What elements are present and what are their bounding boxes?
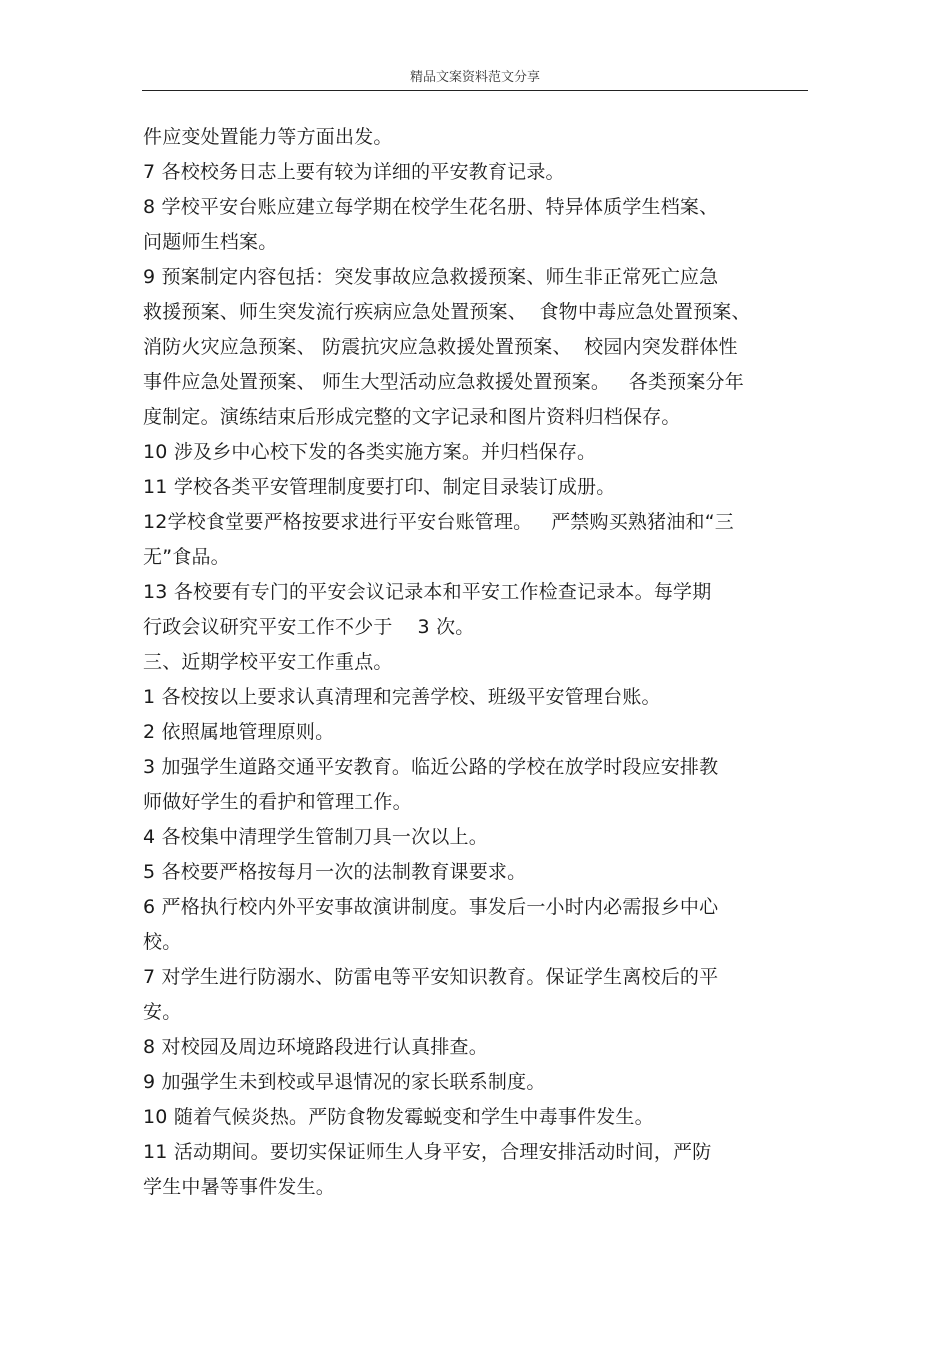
text-line: 4 各校集中清理学生管制刀具一次以上。 [143, 826, 488, 848]
text-line: 2 依照属地管理原则。 [143, 721, 335, 743]
text-line: 救援预案、师生突发流行疾病应急处置预案、 食物中毒应急处置预案、 [143, 301, 751, 323]
text-line: 校。 [143, 931, 182, 953]
document-body [143, 120, 813, 1205]
text-line: 1 各校按以上要求认真清理和完善学校、班级平安管理台账。 [143, 686, 661, 708]
text-line: 师做好学生的看护和管理工作。 [143, 791, 412, 813]
page-header-title: 精品文案资料范文分享 [409, 70, 540, 85]
text-line: 消防火灾应急预案、 防震抗灾应急救援处置预案、 校园内突发群体性 [143, 336, 738, 358]
text-line: 问题师生档案。 [143, 231, 278, 253]
header-divider [142, 90, 808, 91]
text-line: 8 对校园及周边环境路段进行认真排查。 [143, 1036, 488, 1058]
text-line: 11 学校各类平安管理制度要打印、制定目录装订成册。 [143, 476, 616, 498]
text-line: 度制定。演练结束后形成完整的文字记录和图片资料归档保存。 [143, 406, 681, 428]
text-line: 9 加强学生未到校或早退情况的家长联系制度。 [143, 1071, 546, 1093]
text-line: 6 严格执行校内外平安事故演讲制度。事发后一小时内必需报乡中心 [143, 896, 719, 918]
text-line: 10 涉及乡中心校下发的各类实施方案。并归档保存。 [143, 441, 597, 463]
text-line: 10 随着气候炎热。严防食物发霉蜕变和学生中毒事件发生。 [143, 1106, 654, 1128]
text-line: 9 预案制定内容包括：突发事故应急救援预案、师生非正常死亡应急 [143, 266, 719, 288]
text-line: 行政会议研究平安工作不少于 3 次。 [143, 616, 475, 638]
text-line: 3 加强学生道路交通平安教育。临近公路的学校在放学时段应安排教 [143, 756, 719, 778]
text-line: 7 各校校务日志上要有较为详细的平安教育记录。 [143, 161, 565, 183]
text-line: 8 学校平安台账应建立每学期在校学生花名册、特异体质学生档案、 [143, 196, 719, 218]
text-line: 安。 [143, 1001, 182, 1023]
text-line: 12学校食堂要严格按要求进行平安台账管理。 严禁购买熟猪油和“三 [143, 511, 734, 533]
text-line: 7 对学生进行防溺水、防雷电等平安知识教育。保证学生离校后的平 [143, 966, 719, 988]
text-line: 13 各校要有专门的平安会议记录本和平安工作检查记录本。每学期 [143, 581, 712, 603]
text-line: 事件应急处置预案、 师生大型活动应急救援处置预案。 各类预案分年 [143, 371, 744, 393]
section-heading: 三、近期学校平安工作重点。 [143, 651, 393, 673]
text-line: 11 活动期间。要切实保证师生人身平安，合理安排活动时间，严防 [143, 1141, 712, 1163]
text-line: 学生中暑等事件发生。 [143, 1176, 336, 1198]
text-line: 无”食品。 [143, 546, 230, 568]
text-line: 件应变处置能力等方面出发。 [143, 126, 393, 148]
text-line: 5 各校要严格按每月一次的法制教育课要求。 [143, 861, 527, 883]
